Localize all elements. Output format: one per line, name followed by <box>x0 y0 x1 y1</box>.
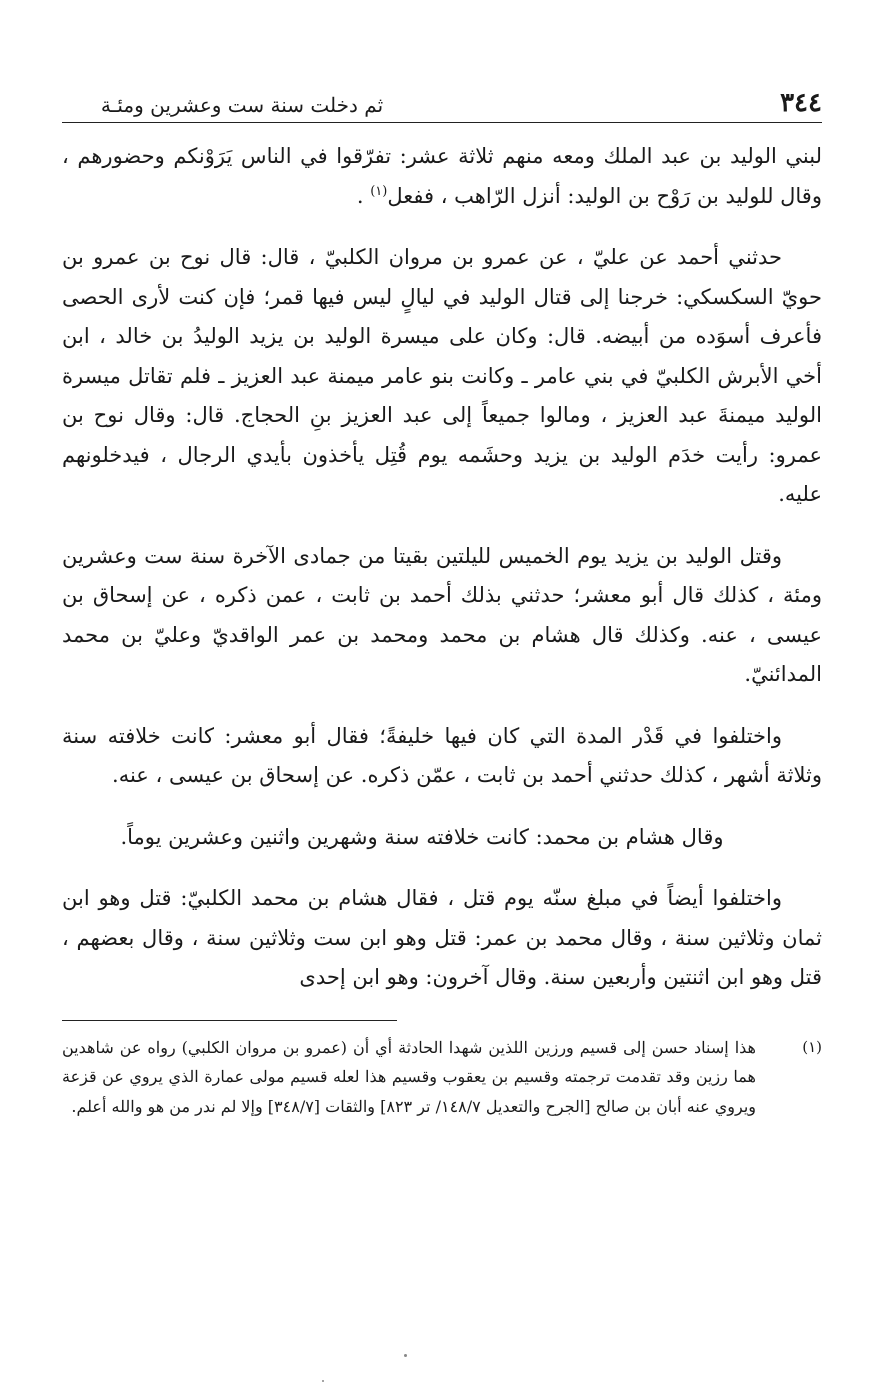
paragraph-text: لبني الوليد بن عبد الملك ومعه منهم ثلاثة عشر: تفرّقوا في الناس يَرَوْنكم وحضورهم ، وقال للوليد بن رَوْح بن الوليد: أنزل الرّاهب ، ففعل <box>62 144 822 208</box>
book-page <box>62 86 822 1121</box>
paragraph: وقال هشام بن محمد: كانت خلافته سنة وشهرين واثنين وعشرين يوماً. <box>120 824 724 849</box>
footnote-text: هذا إسناد حسن إلى قسيم ورزين اللذين شهدا الحادثة أي أن (عمرو بن مروان الكلبي) رواه عن شاهدين هما رزين وقد تقدمت ترجمته وقسيم بن يعقوب وقسيم هذا لعله قسيم مولى عمارة الذي يروي عن قزعة ويروي عنه أبان بن صالح [الجرح والتعديل ١٤٨/٧/ تر ٨٢٣] والثقات [٣٤٨/٧] وإلا لم ندر من هو والله أعلم. <box>62 1037 756 1116</box>
main-text <box>62 137 822 998</box>
scan-speck <box>404 1354 407 1357</box>
footnote <box>62 1033 822 1122</box>
paragraph: حدثني أحمد عن عليّ ، عن عمرو بن مروان الكلبيّ ، قال: قال نوح بن عمرو بن حويّ السكسكي: خرجنا إلى قتال الوليد في ليالٍ ليس فيها قمر؛ فإن كنت لأرى الحصى فأعرف أسوَده من أبيضه. قال: وكان على ميسرة الوليد بن يزيد الوليدُ بن خالد ، ابن أخي الأبرش الكلبيّ في بني عامر ـ وكانت بنو عامر ميمنة عبد العزيز ـ فلم تقاتل ميسرة الوليد ميمنةَ عبد العزيز ، ومالوا جميعاً إلى عبد العزيز بنِ الحجاج. قال: وقال نوح بن عمرو: رأيت خدَم الوليد بن يزيد وحشَمه يوم قُتِل يأخذون بأيدي الرجال ، فيدخلونهم عليه. <box>62 245 822 506</box>
paragraph: واختلفوا أيضاً في مبلغ سنّه يوم قتل ، فقال هشام بن محمد الكلبيّ: قتل وهو ابن ثمان وثلاثين سنة ، وقال محمد بن عمر: قتل وهو ابن ست وثلاثين سنة ، وقال بعضهم ، قتل وهو ابن اثنتين وأربعين سنة. وقال آخرون: وهو ابن إحدى <box>62 886 822 989</box>
running-header <box>62 86 822 123</box>
footnote-separator <box>62 1020 397 1021</box>
paragraph: واختلفوا في قَدْر المدة التي كان فيها خليفةً؛ فقال أبو معشر: كانت خلافته سنة وثلاثة أشهر ، كذلك حدثني أحمد بن ثابت ، عمّن ذكره. عن إسحاق بن عيسى ، عنه. <box>62 723 822 787</box>
footnote-marker: (١) <box>802 1037 822 1056</box>
running-header-title: ثم دخلت سنة ست وعشرين ومئـة <box>100 93 384 117</box>
scan-speck <box>322 1380 324 1382</box>
footnote-reference: (١) <box>370 183 388 199</box>
page-number: ٣٤٤ <box>780 88 822 118</box>
paragraph-continuation: لبني الوليد بن عبد الملك ومعه منهم ثلاثة عشر: تفرّقوا في الناس يَرَوْنكم وحضورهم ، وقال للوليد بن رَوْح بن الوليد: أنزل الرّاهب ، ففعل$^{(١)}$ . <box>62 144 822 208</box>
paragraph: وقتل الوليد بن يزيد يوم الخميس لليلتين بقيتا من جمادى الآخرة سنة ست وعشرين ومئة ، كذلك قال أبو معشر؛ حدثني بذلك أحمد بن ثابت ، عمن ذكره ، عن إسحاق بن عيسى ، عنه. وكذلك قال هشام بن محمد ومحمد بن عمر الواقديّ وعليّ بن محمد المدائنيّ. <box>62 543 822 686</box>
